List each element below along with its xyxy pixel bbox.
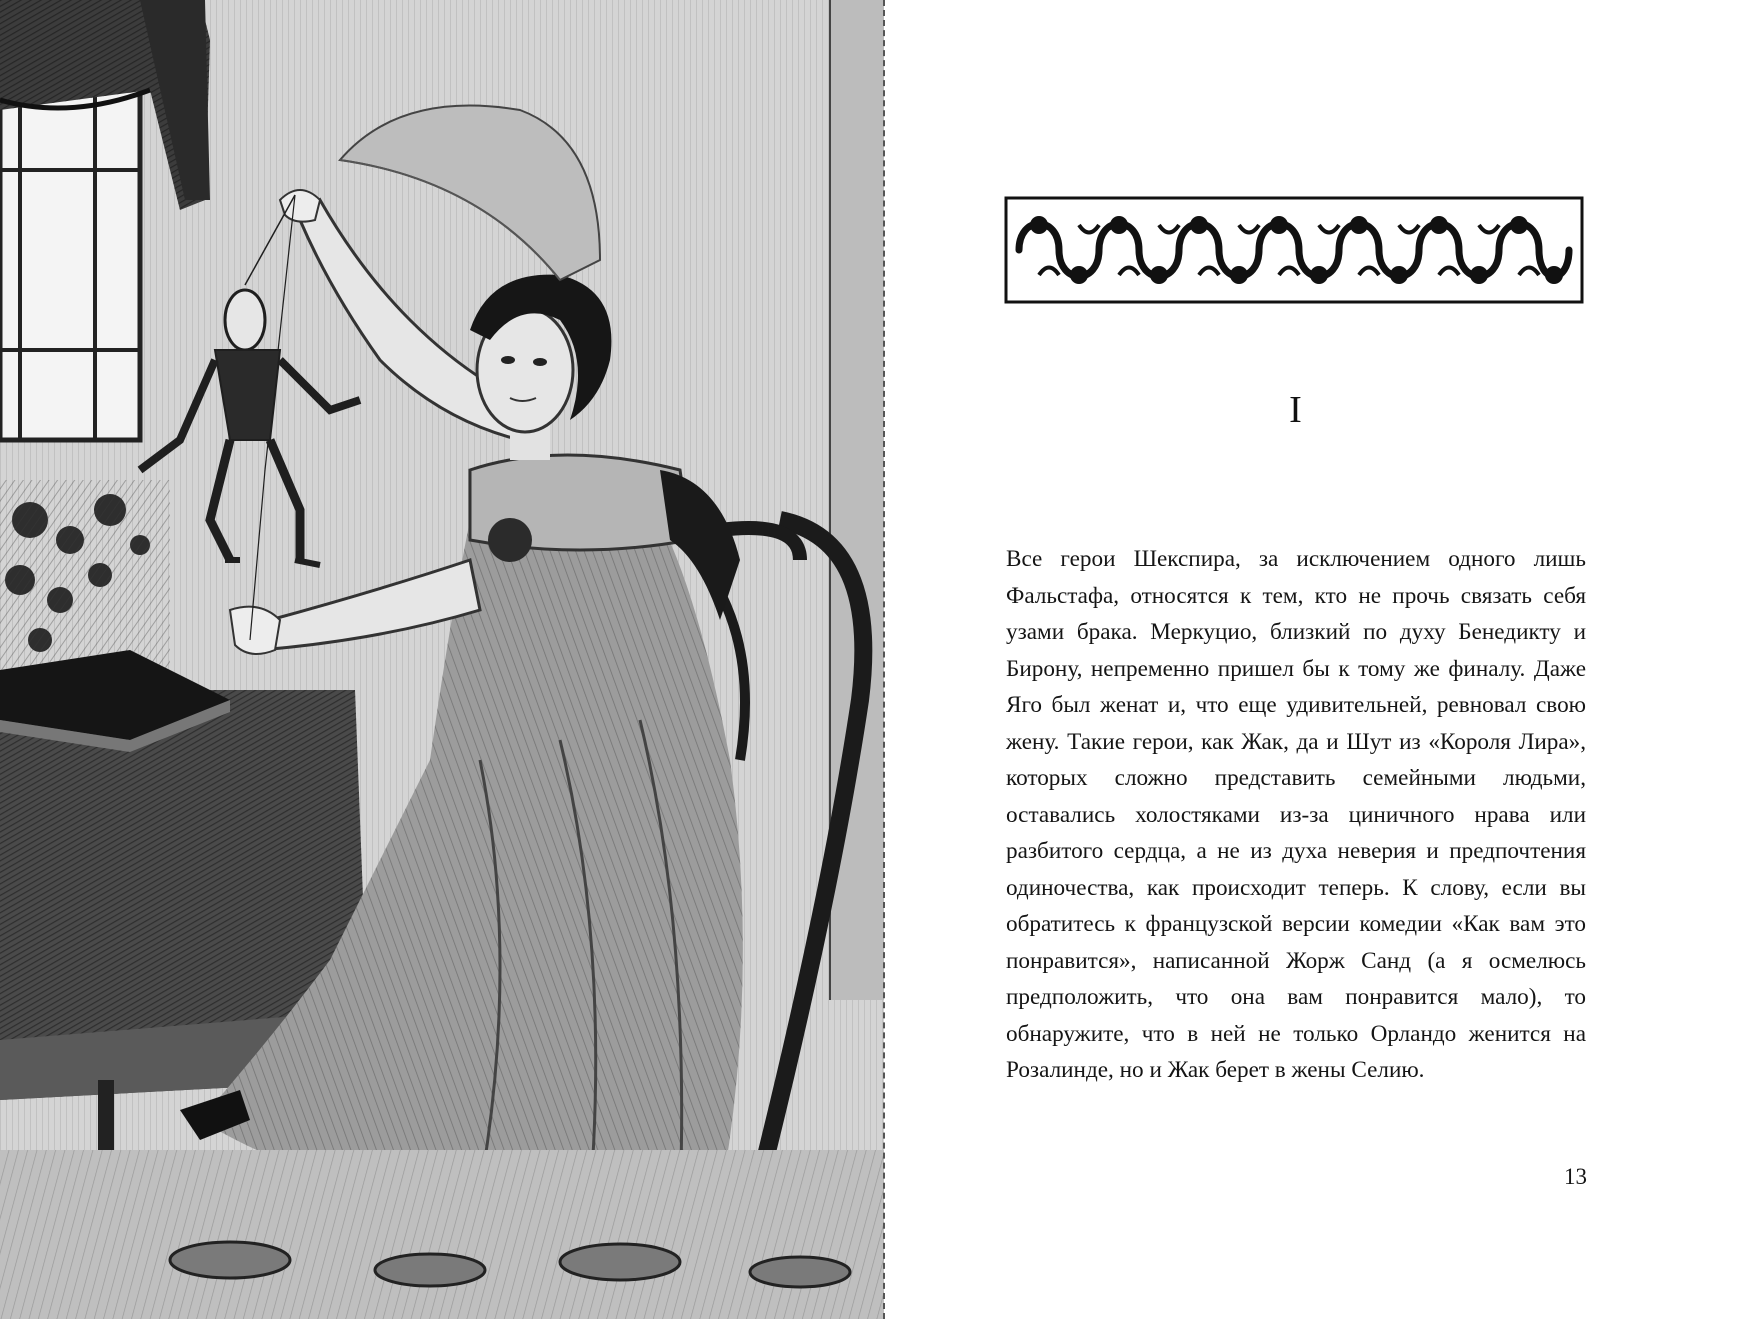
page-number: 13	[1564, 1164, 1587, 1189]
flower-bushes	[0, 480, 170, 670]
decorative-ornament-band	[1004, 190, 1584, 310]
window	[0, 80, 140, 440]
chapter-body-text: Все герои Шекспира, за исключением одного лишь Фальстафа, относятся к тем, кто не прочь связать себя узами брака. Меркуцио, близкий по духу Бенедикту и Бирону, непременно пришел бы к тому же финалу. Даже Яго был женат и, что еще удивительней, ревновал свою жену. Такие герои, как Жак, да и Шут из «Короля Лира», которых сложно представить семейными людьми, оставались холостяками из-за циничного нрава или разбитого сердца, а не из духа неверия и предпочтения одиночества, как происходит теперь. К слову, если вы обратитесь к французской версии комедии «Как вам это понравится», написанной Жорж Санд (а я осмелюсь предположить, что она вам понравится мало), то обнаружите, что в ней не только Орландо женится на Розалинде, но и Жак берет в жены Селию.	[1006, 546, 1586, 1083]
chapter-number: I	[1289, 389, 1303, 431]
page-gutter	[883, 0, 885, 1319]
floor	[0, 1150, 884, 1319]
text-page	[886, 0, 1756, 1319]
